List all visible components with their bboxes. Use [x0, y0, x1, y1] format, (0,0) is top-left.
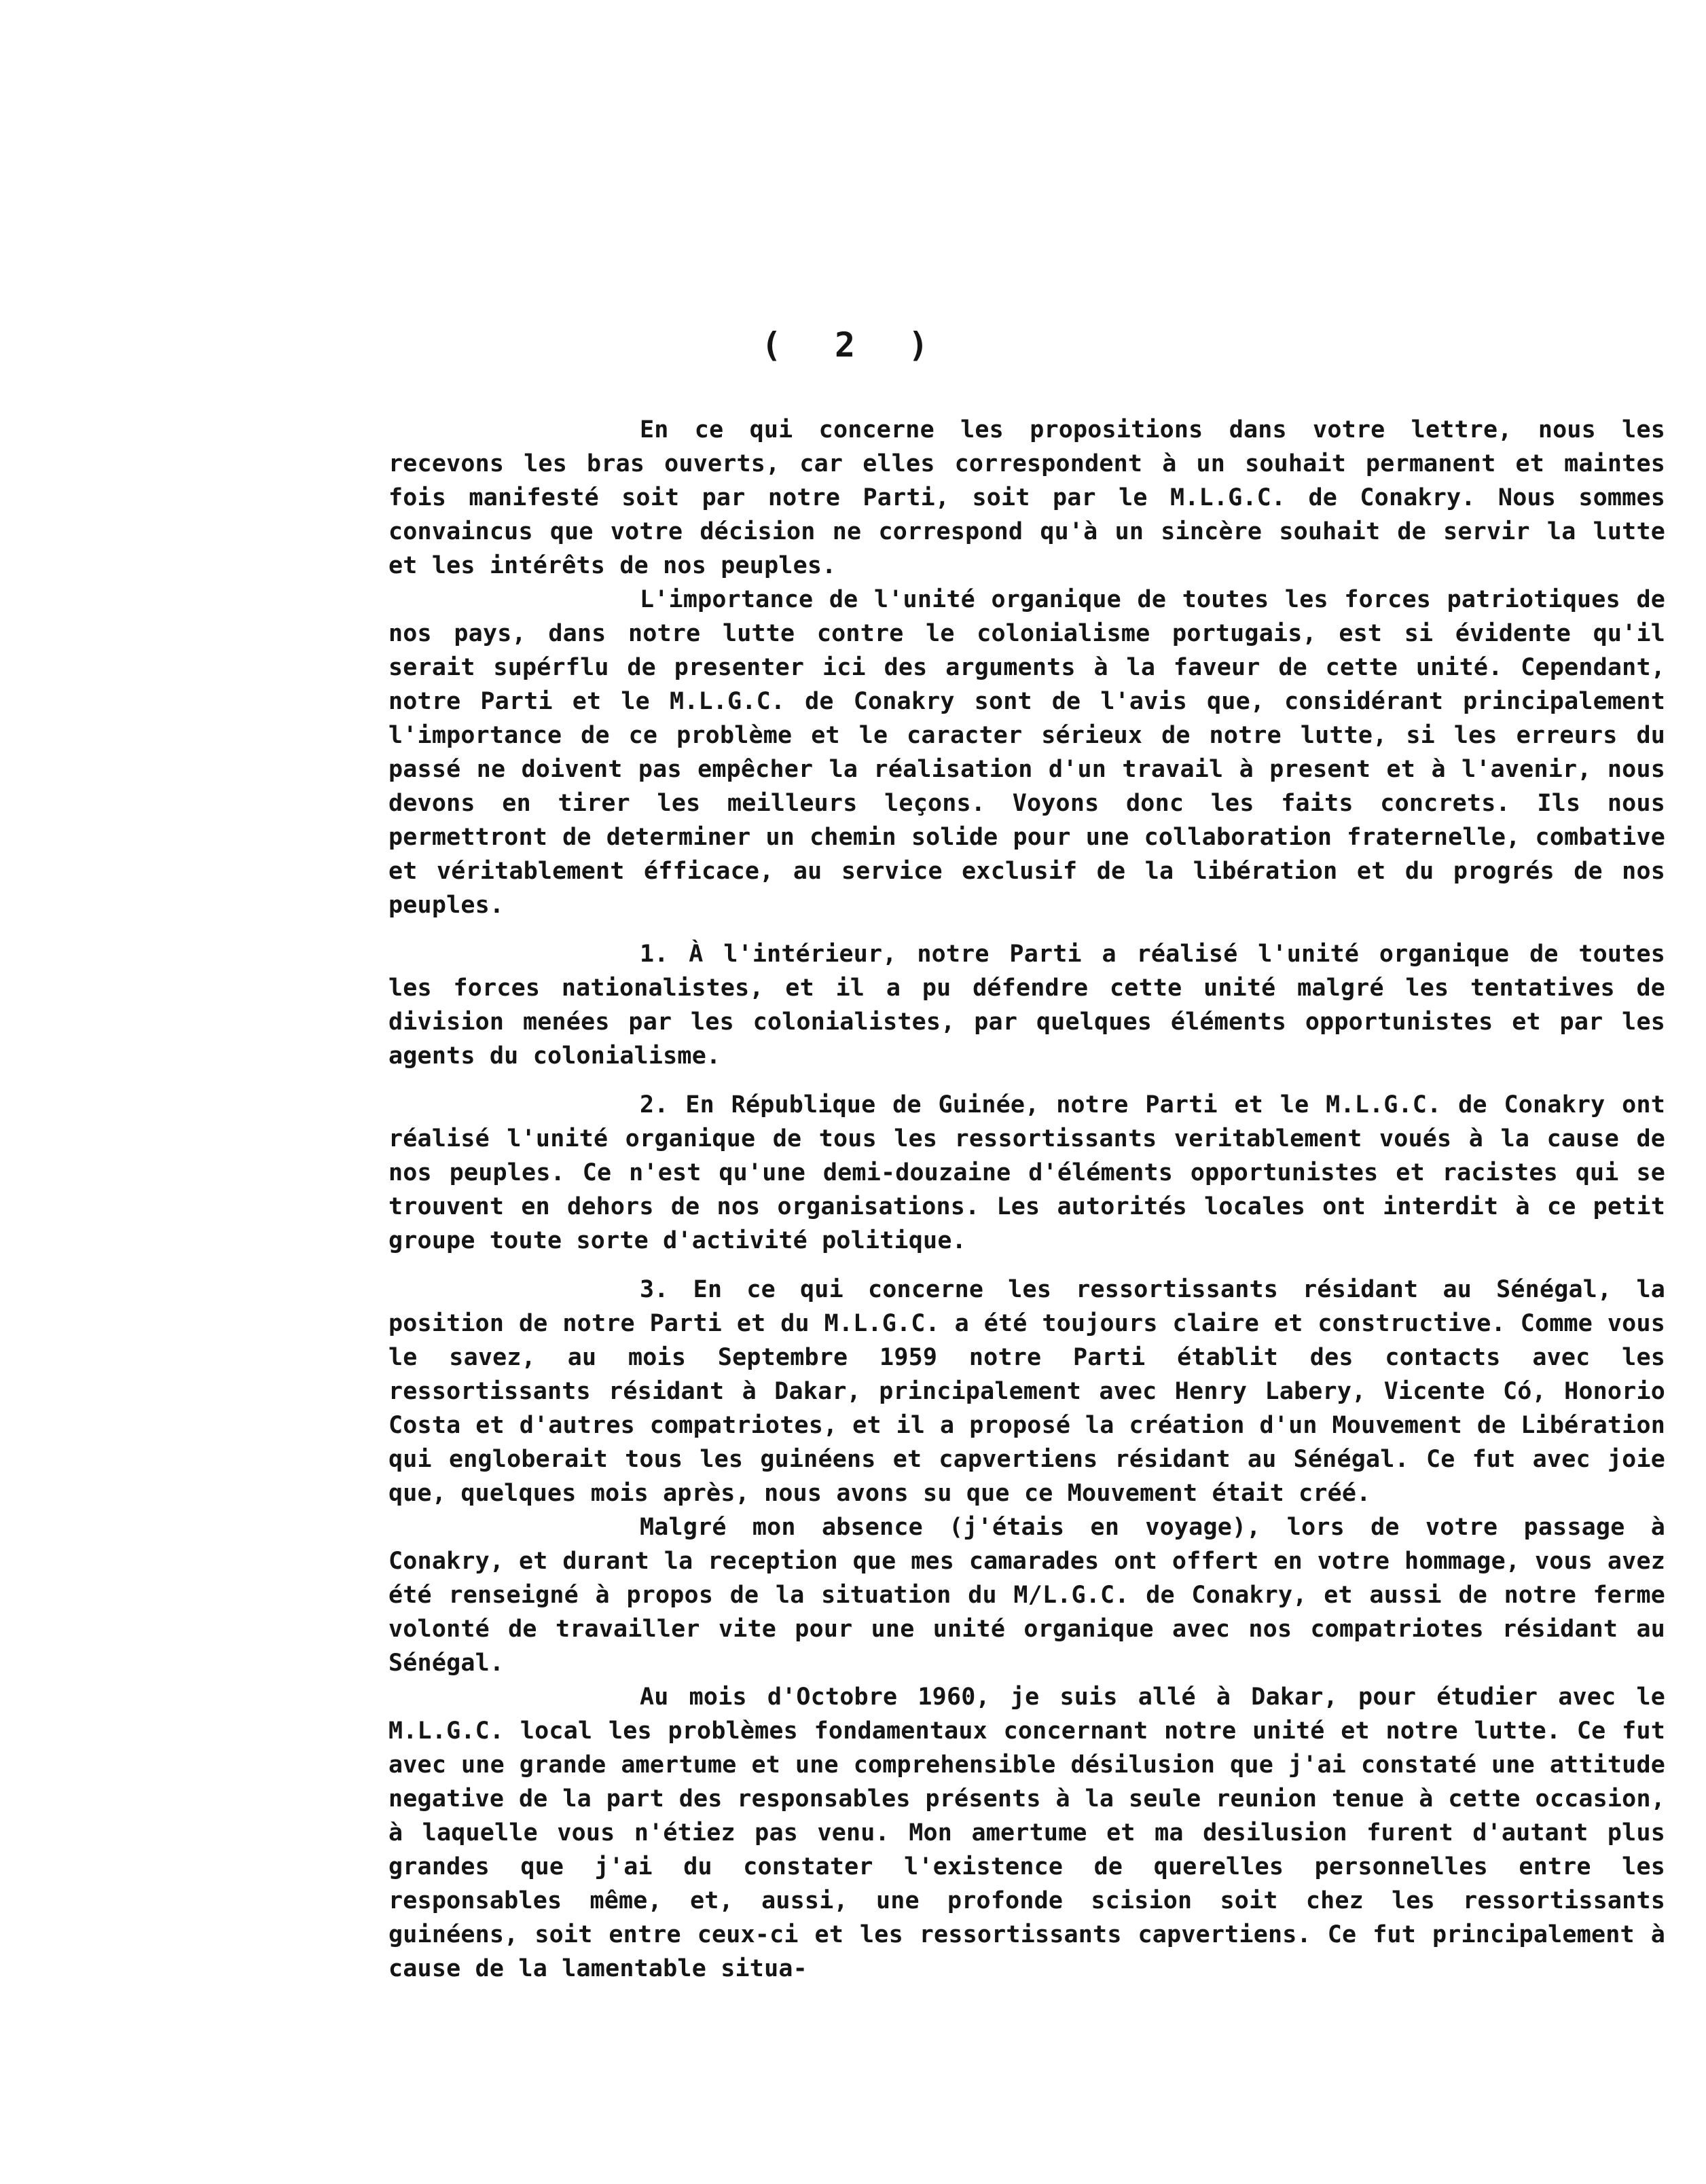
page-number: ( 2 )	[761, 325, 945, 365]
paragraph-conakry-visit: Malgré mon absence (j'étais en voyage), lors de votre passage à Conakry, et durant la reception que mes camarades ont offert en votre hommage, vous avez été renseigné à propos de la situation du M/L.G.C. de Conakry, et aussi de notre ferme volonté de travailler vite pour une unité organique avec nos compatriotes résidant au Sénégal.	[388, 1514, 1665, 1677]
paragraph-point-1-interior: 1. À l'intérieur, notre Parti a réalisé l'unité organique de toutes les forces nationalistes, et il a pu défendre cette unité malgré les tentatives de division menées par les colonialistes, par quelques éléments opportunistes et par les agents du colonialisme.	[388, 941, 1665, 1070]
paragraph-october-1960: Au mois d'Octobre 1960, je suis allé à Dakar, pour étudier avec le M.L.G.C. local les problèmes fondamentaux concernant notre unité et notre lutte. Ce fut avec une grande amertume et une comprehensible désilusion que j'ai constaté une attitude negative de la part des responsables présents à la seule reunion tenue à cette occasion, à laquelle vous n'étiez pas venu. Mon amertume et ma desilusion furent d'autant plus grandes que j'ai du constater l'existence de querelles personnelles entre les responsables même, et, aussi, une profonde scision soit chez les ressortissants guinéens, soit entre ceux-ci et les ressortissants capvertiens. Ce fut principalement à cause de la lamentable situa-	[388, 1684, 1665, 1982]
paragraph-unity-importance: L'importance de l'unité organique de toutes les forces patriotiques de nos pays, dans notre lutte contre le colonialisme portugais, est si évidente qu'il serait supérflu de presenter ici des arguments à la faveur de cette unité. Cependant, notre Parti et le M.L.G.C. de Conakry sont de l'avis que, considérant principalement l'importance de ce problème et le caracter sérieux de notre lutte, si les erreurs du passé ne doivent pas empêcher la réalisation d'un travail à present et à l'avenir, nous devons en tirer les meilleurs leçons. Voyons donc les faits concrets. Ils nous permettront de determiner un chemin solide pour une collaboration fraternelle, combative et véritablement éfficace, au service exclusif de la libération et du progrés de nos peuples.	[388, 586, 1665, 919]
paragraph-point-3-senegal: 3. En ce qui concerne les ressortissants résidant au Sénégal, la position de notre Parti et du M.L.G.C. a été toujours claire et constructive. Comme vous le savez, au mois Septembre 1959 notre Parti établit des contacts avec les ressortissants résidant à Dakar, principalement avec Henry Labery, Vicente Có, Honorio Costa et d'autres compatriotes, et il a proposé la création d'un Mouvement de Libération qui engloberait tous les guinéens et capvertiens résidant au Sénégal. Ce fut avec joie que, quelques mois après, nous avons su que ce Mouvement était créé.	[388, 1276, 1665, 1507]
letter-body	[388, 413, 1665, 1986]
paragraph-point-2-guinea: 2. En République de Guinée, notre Parti et le M.L.G.C. de Conakry ont réalisé l'unité organique de tous les ressortissants veritablement voués à la cause de nos peuples. Ce n'est qu'une demi-douzaine d'éléments opportunistes et racistes qui se trouvent en dehors de nos organisations. Les autorités locales ont interdit à ce petit groupe toute sorte d'activité politique.	[388, 1091, 1665, 1254]
paragraph-proposals: En ce qui concerne les propositions dans votre lettre, nous les recevons les bras ouverts, car elles correspondent à un souhait permanent et maintes fois manifesté soit par notre Parti, soit par le M.L.G.C. de Conakry. Nous sommes convaincus que votre décision ne correspond qu'à un sincère souhait de servir la lutte et les intérêts de nos peuples.	[388, 416, 1665, 579]
